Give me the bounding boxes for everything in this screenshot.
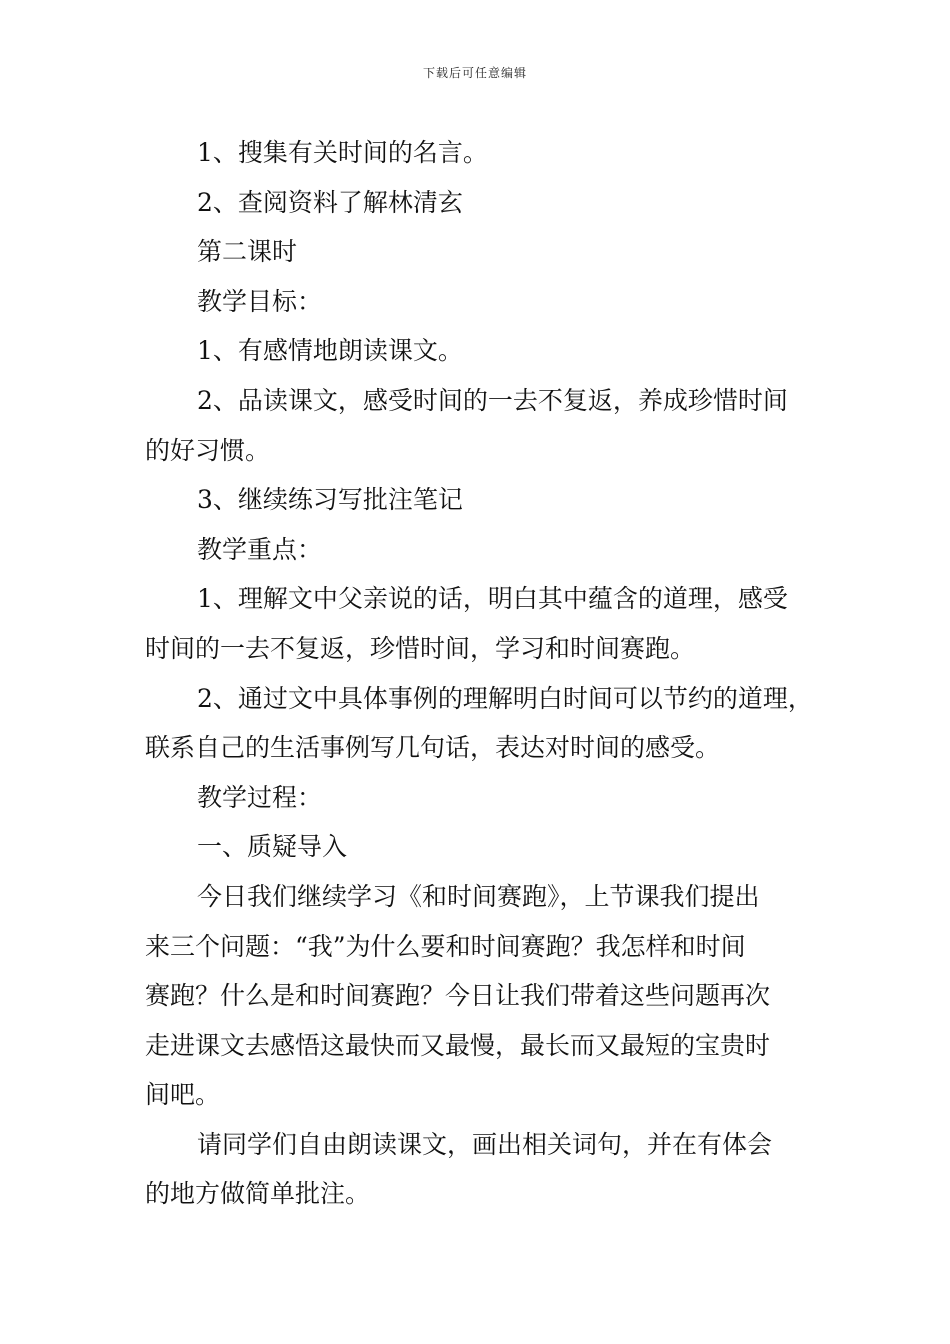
section-heading: 第二课时 <box>197 237 298 267</box>
text-line: 1、有感情地朗读课文。 <box>197 336 463 366</box>
text-line: 时间的一去不复返，珍惜时间，学习和时间赛跑。 <box>145 633 696 663</box>
document-body <box>145 128 813 1219</box>
header-note: 下载后可任意编辑 <box>422 66 527 80</box>
text-line: 3、继续练习写批注笔记 <box>197 485 463 515</box>
text-line: 走进课文去感悟这最快而又最慢，最长而又最短的宝贵时 <box>145 1030 771 1060</box>
text-line: 2、查阅资料了解林清玄 <box>197 187 463 217</box>
text-line: 1、搜集有关时间的名言。 <box>197 138 488 167</box>
text-line: 请同学们自由朗读课文，画出相关词句，并在有体会 <box>197 1129 773 1159</box>
subheading: 教学目标： <box>197 286 323 316</box>
text-line: 2、品读课文，感受时间的一去不复返，养成珍惜时间 <box>197 385 788 415</box>
text-line: 一、质疑导入 <box>197 832 348 862</box>
text-line: 1、理解文中父亲说的话，明白其中蕴含的道理，感受 <box>197 584 788 614</box>
subheading: 教学过程： <box>197 782 323 812</box>
text-line: 联系自己的生活事例写几句话，表达对时间的感受。 <box>145 733 721 763</box>
text-line: 的地方做简单批注。 <box>145 1179 371 1209</box>
text-line: 今日我们继续学习《和时间赛跑》，上节课我们提出 <box>197 881 760 911</box>
text-line: 2、通过文中具体事例的理解明白时间可以节约的道理， <box>197 683 813 713</box>
text-line: 间吧。 <box>145 1080 221 1110</box>
text-line: 来三个问题：“我”为什么要和时间赛跑？我怎样和时间 <box>145 931 746 961</box>
subheading: 教学重点： <box>197 534 323 564</box>
text-line: 赛跑？什么是和时间赛跑？今日让我们带着这些问题再次 <box>145 981 771 1011</box>
text-line: 的好习惯。 <box>145 435 271 465</box>
